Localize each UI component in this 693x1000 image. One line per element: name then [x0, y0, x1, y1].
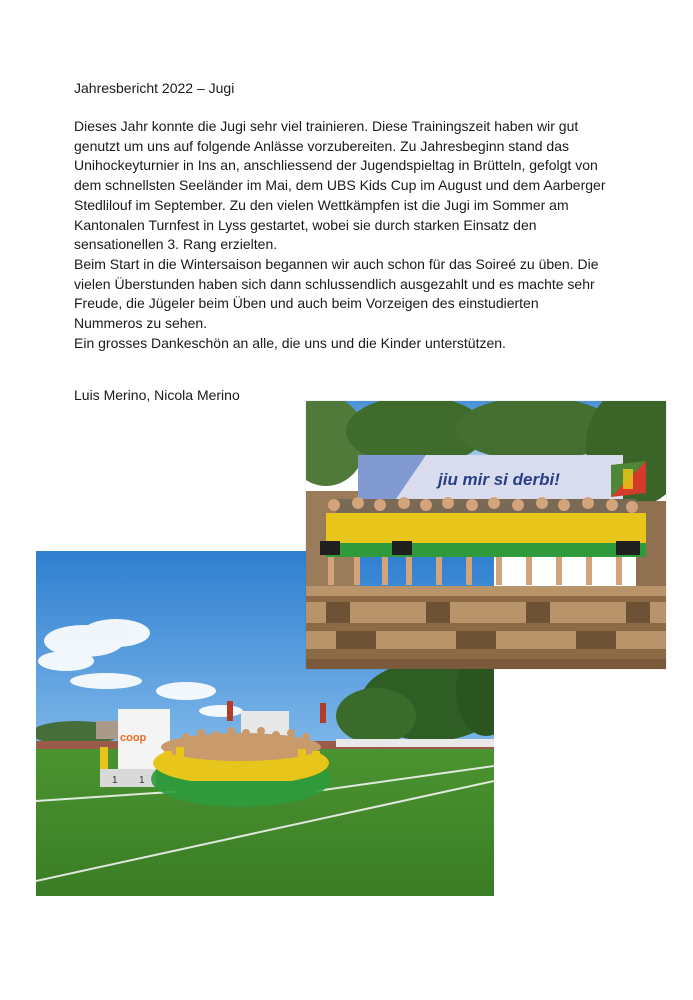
paragraph-line: Nummeros zu sehen. — [74, 315, 208, 332]
banner — [358, 455, 646, 499]
team-group — [320, 497, 646, 585]
podium — [100, 769, 156, 787]
paragraph-line: genutzt um uns auf folgende Anlässe vorzubereiten. Zu Jahresbeginn stand das — [74, 137, 569, 154]
paragraph-line: Stedlilouf im September. Zu den vielen Wettkämpfen ist die Jugi im Sommer am — [74, 196, 569, 213]
paragraph-line: Kantonalen Turnfest in Lyss gestartet, wobei sie durch starken Einsatz den — [74, 216, 537, 233]
paragraph-line: sensationellen 3. Rang erzielten. — [74, 236, 278, 253]
signature: Luis Merino, Nicola Merino — [74, 387, 240, 403]
stage-team-photo — [306, 401, 666, 669]
pallet-stage — [306, 586, 666, 669]
paragraph-line: Beim Start in die Wintersaison begannen wir auch schon für das Soireé zu üben. Die — [74, 255, 599, 272]
paragraph-line: Freude, die Jügeler beim Üben und auch beim Vorzeigen des einstudierten — [74, 295, 539, 312]
paragraph-line: Unihockeyturnier in Ins an, anschliessend der Jugendspieltag in Brütteln, gefolgt von — [74, 157, 598, 174]
paragraph-line: Ein grosses Dankeschön an alle, die uns und die Kinder unterstützen. — [74, 334, 506, 351]
stage-photo-illustration — [306, 401, 666, 669]
paragraph-line: vielen Überstunden haben sich dann schlussendlich ausgezahlt und es machte sehr — [74, 275, 595, 292]
document-title: Jahresbericht 2022 – Jugi — [74, 80, 235, 96]
paragraph-line: Dieses Jahr konnte die Jugi sehr viel trainieren. Diese Trainingszeit haben wir gut — [74, 118, 579, 134]
coop-board-text: coop — [120, 732, 147, 744]
banner-text: jiu mir si derbi! — [438, 470, 560, 489]
paragraph-line: dem schnellsten Seeländer im Mai, dem UBS Kids Cup im August und dem Aarberger — [74, 177, 606, 194]
podium-number: 1 — [112, 775, 118, 786]
podium-number: 1 — [139, 775, 145, 786]
report-paragraph — [74, 117, 634, 353]
